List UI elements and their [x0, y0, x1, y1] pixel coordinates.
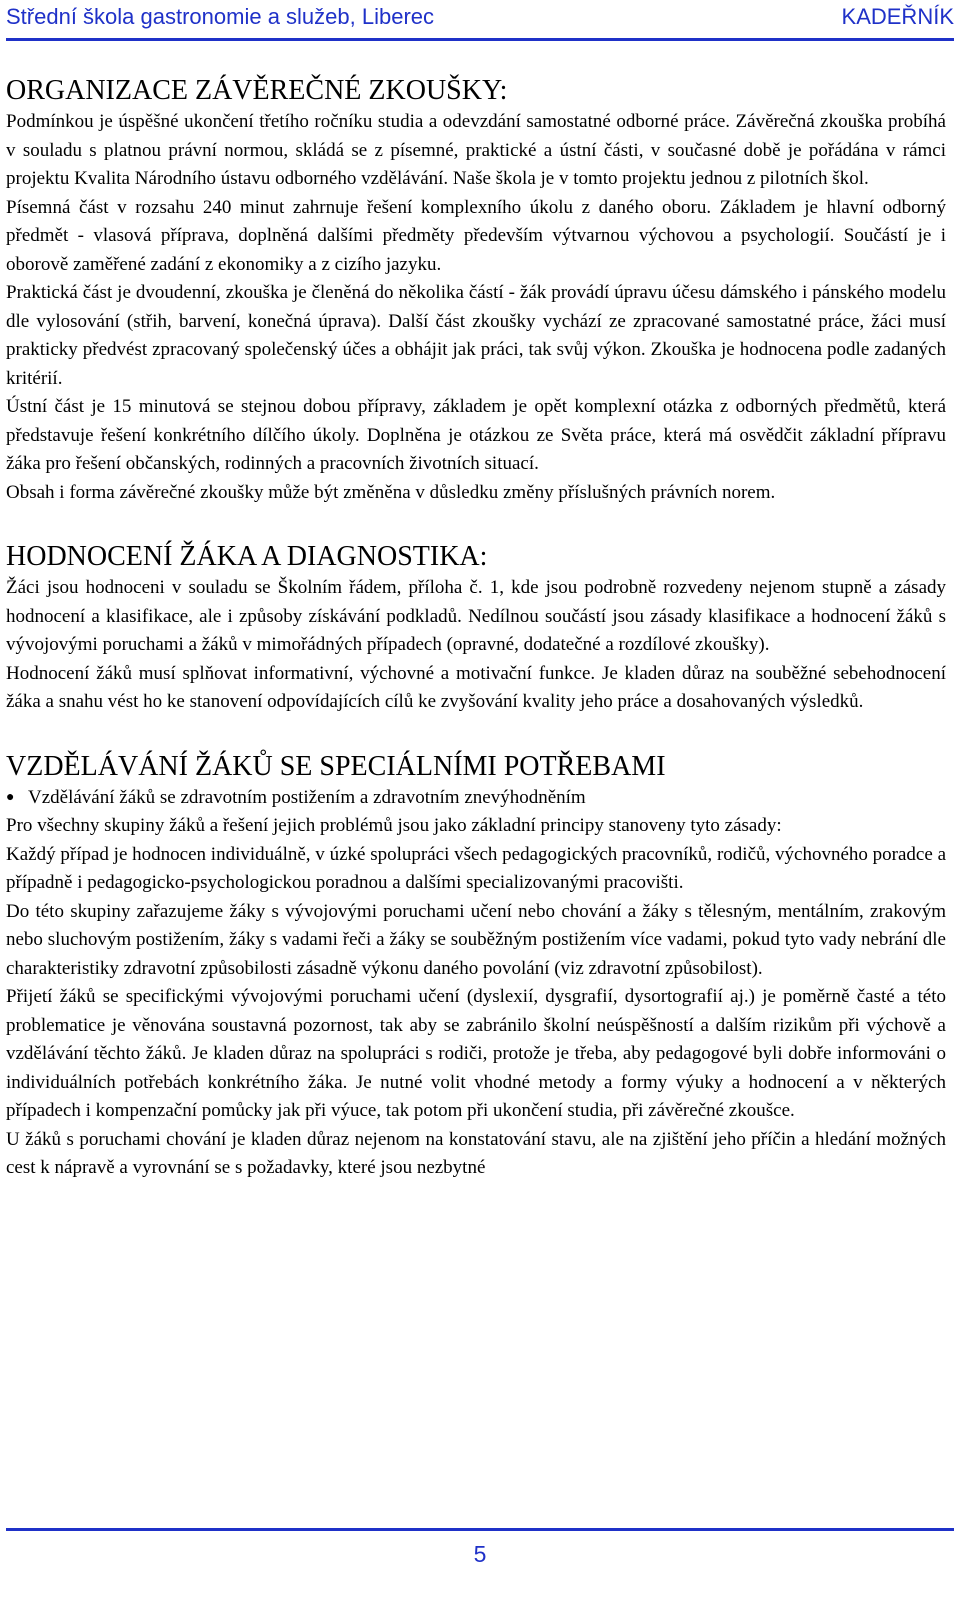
page-footer	[6, 1528, 954, 1567]
school-name: Střední škola gastronomie a služeb, Liberec	[6, 4, 435, 29]
paragraph: Do této skupiny zařazujeme žáky s vývojovými poruchami učení nebo chování a žáky s tělesným, mentálním, zrakovým nebo sluchovým postižením, žáky s vadami řeči a žáky se souběžným postižením více vadami, pokud tyto vady nebrání dle charakteristiky zdravotní způsobilosti zásadně výkonu daného povolání (viz zdravotní způsobilost).	[6, 900, 946, 979]
paragraph: Přijetí žáků se specifickými vývojovými poruchami učení (dyslexií, dysgrafií, dysortografií aj.) je poměrně časté a této problematice je věnována soustavná pozornost, tak aby se zabránilo školní neúspěšností a dalším rizikům při výchově a vzdělávání těchto žáků. Je kladen důraz na spolupráci s rodiči, protože je třeba, aby pedagogové byli dobře informováni o individuálních potřebách konkrétního žáka. Je nutné volit vhodné metody a formy výuky a hodnocení a v některých případech i kompenzační pomůcky jak při výuce, tak potom při ukončení studia, při závěrečné zkoušce.	[6, 986, 946, 1121]
paragraph: Obsah i forma závěrečné zkoušky může být změněna v důsledku změny příslušných právních norem.	[6, 481, 776, 503]
bullet-item	[6, 784, 946, 813]
paragraph: Každý případ je hodnocen individuálně, v úzké spolupráci všech pedagogických pracovníků, rodičů, výchovného poradce a případně i pedagogicko-psychologickou poradnou a dalšími specializovanými pracovišti.	[6, 843, 946, 893]
paragraph: Žáci jsou hodnoceni v souladu se Školním řádem, příloha č. 1, kde jsou podrobně rozvedeny nejenom stupně a zásady hodnocení a klasifikace, ale i způsoby získávání podkladů. Nedílnou součástí jsou zásady klasifikace a hodnocení žáků s vývojovými poruchami a žáků v mimořádných případech (opravné, dodatečné a rozdílové zkoušky).	[6, 577, 946, 655]
paragraph: Hodnocení žáků musí splňovat informativní, výchovné a motivační funkce. Je kladen důraz na souběžné sebehodnocení žáka a snahu vést ho ke stanovení odpovídajících cílů ke zvyšování kvality jeho práce a dosahovaných výsledků.	[6, 662, 946, 712]
section-heading-special-needs: VZDĚLÁVÁNÍ ŽÁKŮ SE SPECIÁLNÍMI POTŘEBAMI	[6, 750, 666, 782]
bullet-icon: ●	[6, 789, 15, 805]
field-name: KADEŘNÍK	[841, 4, 954, 29]
paragraph: Ústní část je 15 minutová se stejnou dobou přípravy, základem je opět komplexní otázka z odborných předmětů, která představuje řešení konkrétního dílčího úkoly. Doplněna je otázkou ze Světa práce, která má osvědčit základní přípravu žáka pro řešení občanských, rodinných a pracovních životních situací.	[6, 396, 946, 474]
paragraph: Písemná část v rozsahu 240 minut zahrnuje řešení komplexního úkolu z daného oboru. Základem je hlavní odborný předmět - vlasová příprava, doplněná dalšími předměty především výtvarnou výchovou a psychologií. Součástí je i oborově zaměřené zadání z ekonomiky a z cizího jazyku.	[6, 196, 946, 275]
bullet-text: Vzdělávání žáků se zdravotním postižením a zdravotním znevýhodněním	[28, 786, 586, 808]
document-body	[6, 74, 946, 1183]
paragraph: Podmínkou je úspěšné ukončení třetího ročníku studia a odevzdání samostatné odborné práce. Závěrečná zkouška probíhá v souladu s platnou právní normou, skládá se z písemné, praktické a ústní části, v současné době je pořádána v rámci projektu Kvalita Národního ústavu odborného vzdělávání. Naše škola je v tomto projektu jednou z pilotních škol.	[6, 111, 946, 189]
page-number: 5	[473, 1541, 487, 1567]
paragraph: Pro všechny skupiny žáků a řešení jejich problémů jsou jako základní principy stanoveny tyto zásady:	[6, 815, 782, 836]
section-heading-assessment: HODNOCENÍ ŽÁKA A DIAGNOSTIKA:	[6, 541, 488, 572]
paragraph: U žáků s poruchami chování je kladen důraz nejenom na konstatování stavu, ale na zjištění jeho příčin a hledání možných cest k nápravě a vyrovnání se s požadavky, které jsou nezbytné	[6, 1128, 946, 1178]
section-heading-final-exam: ORGANIZACE ZÁVĚREČNÉ ZKOUŠKY:	[6, 75, 508, 106]
page-header	[6, 0, 954, 41]
paragraph: Praktická část je dvoudenní, zkouška je členěná do několika částí - žák provádí úpravu účesu dámského i pánského modelu dle vylosování (střih, barvení, konečná úprava). Další část zkoušky vychází ze zpracované samostatné práce, žáci musí prakticky předvést zpracovaný společenský účes a obhájit jak práci, tak svůj výkon. Zkouška je hodnocena podle zadaných kritérií.	[6, 282, 946, 389]
